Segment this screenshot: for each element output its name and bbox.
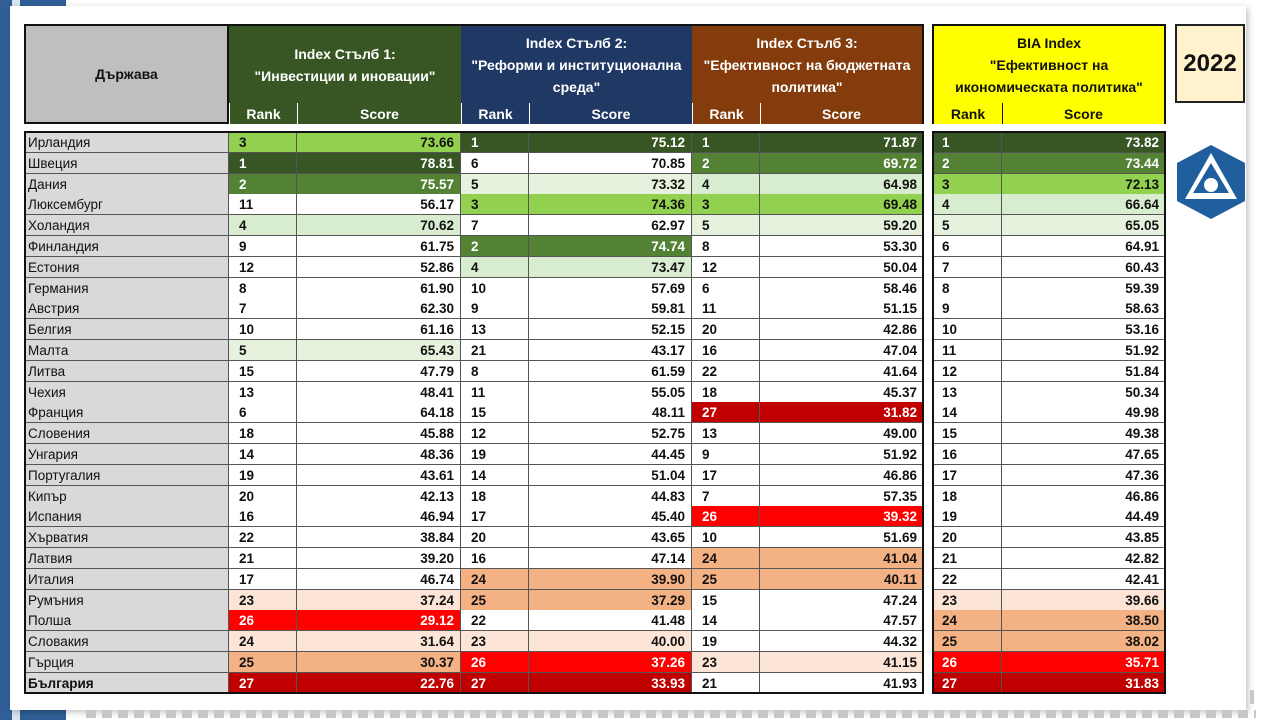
p3-score-cell: 41.93 [760,673,924,694]
p3-rank-cell: 24 [692,548,760,569]
p1-rank-header: Rank [229,103,297,124]
p3-score-cell: 41.04 [760,548,924,569]
bia-rank-cell: 4 [932,194,1002,215]
p1-score-cell: 45.88 [297,423,461,444]
bia-rank-cell: 14 [932,402,1002,423]
p2-rank-cell: 25 [461,590,529,611]
p1-rank-cell: 18 [229,423,297,444]
p1-rank-cell: 25 [229,652,297,673]
pillar1-header: Index Стълб 1: "Инвестиции и иновации" [229,24,461,103]
p1-rank-cell: 1 [229,153,297,174]
country-cell: Хърватия [24,527,229,548]
p3-score-cell: 59.20 [760,215,924,236]
p3-rank-cell: 16 [692,340,760,361]
p2-score-cell: 51.04 [529,465,692,486]
p3-rank-cell: 3 [692,194,760,215]
p1-score-cell: 61.90 [297,278,461,299]
pillar2-header: Index Стълб 2: "Реформи и институционална среда" [461,24,692,103]
p1-rank-cell: 7 [229,298,297,319]
p1-rank-cell: 27 [229,673,297,694]
p3-score-cell: 46.86 [760,465,924,486]
bia-score-cell: 51.84 [1002,361,1166,382]
bia-rank-cell: 2 [932,153,1002,174]
p2-score-cell: 59.81 [529,298,692,319]
p1-score-cell: 48.41 [297,382,461,403]
p3-score-cell: 57.35 [760,486,924,507]
p2-score-cell: 43.65 [529,527,692,548]
p2-rank-cell: 17 [461,506,529,527]
bia-score-cell: 73.44 [1002,153,1166,174]
p2-rank-cell: 27 [461,673,529,694]
p2-score-cell: 47.14 [529,548,692,569]
p3-rank-cell: 21 [692,673,760,694]
p1-score-cell: 31.64 [297,631,461,652]
p3-score-cell: 45.37 [760,382,924,403]
p2-score-cell: 44.83 [529,486,692,507]
p3-rank-cell: 7 [692,486,760,507]
country-cell: Ирландия [24,132,229,153]
p1-rank-cell: 5 [229,340,297,361]
p3-rank-cell: 14 [692,610,760,631]
p1-score-cell: 52.86 [297,257,461,278]
country-cell: Швеция [24,153,229,174]
p2-rank-cell: 10 [461,278,529,299]
country-header: Държава [24,24,229,124]
country-cell: Дания [24,174,229,195]
p1-score-cell: 73.66 [297,132,461,153]
p2-rank-cell: 2 [461,236,529,257]
country-cell: Естония [24,257,229,278]
p1-score-cell: 61.75 [297,236,461,257]
p2-score-cell: 33.93 [529,673,692,694]
p2-rank-cell: 19 [461,444,529,465]
p3-score-cell: 53.30 [760,236,924,257]
bia-rank-cell: 7 [932,257,1002,278]
country-cell: Малта [24,340,229,361]
country-cell: Кипър [24,486,229,507]
p2-rank-header: Rank [461,103,529,124]
p3-rank-cell: 25 [692,569,760,590]
p3-rank-cell: 15 [692,590,760,611]
bia-score-cell: 66.64 [1002,194,1166,215]
p1-rank-cell: 19 [229,465,297,486]
p1-score-cell: 65.43 [297,340,461,361]
p2-score-cell: 52.15 [529,319,692,340]
p2-score-cell: 37.29 [529,590,692,611]
bia-score-cell: 43.85 [1002,527,1166,548]
bia-score-cell: 42.41 [1002,569,1166,590]
p3-rank-cell: 17 [692,465,760,486]
bia-rank-cell: 24 [932,610,1002,631]
p1-score-cell: 39.20 [297,548,461,569]
p3-rank-cell: 8 [692,236,760,257]
p2-score-cell: 70.85 [529,153,692,174]
p2-score-cell: 61.59 [529,361,692,382]
p1-rank-cell: 20 [229,486,297,507]
p3-rank-cell: 22 [692,361,760,382]
country-cell: Люксембург [24,194,229,215]
bia-score-cell: 65.05 [1002,215,1166,236]
p1-rank-cell: 6 [229,402,297,423]
p1-rank-cell: 16 [229,506,297,527]
bia-score-cell: 64.91 [1002,236,1166,257]
p1-score-cell: 42.13 [297,486,461,507]
p3-score-cell: 47.04 [760,340,924,361]
p2-score-cell: 44.45 [529,444,692,465]
country-cell: Унгария [24,444,229,465]
p1-score-cell: 37.24 [297,590,461,611]
p1-rank-cell: 4 [229,215,297,236]
country-cell: Полша [24,610,229,631]
bia-rank-cell: 18 [932,486,1002,507]
p3-score-cell: 39.32 [760,506,924,527]
p3-rank-cell: 18 [692,382,760,403]
p3-score-cell: 49.00 [760,423,924,444]
p1-rank-cell: 10 [229,319,297,340]
bia-rank-cell: 25 [932,631,1002,652]
p1-score-cell: 38.84 [297,527,461,548]
p3-rank-cell: 26 [692,506,760,527]
p3-score-cell: 40.11 [760,569,924,590]
bia-score-cell: 35.71 [1002,652,1166,673]
p2-rank-cell: 24 [461,569,529,590]
p3-rank-cell: 2 [692,153,760,174]
country-cell: Словения [24,423,229,444]
p3-score-cell: 50.04 [760,257,924,278]
p2-rank-cell: 15 [461,402,529,423]
p1-rank-cell: 15 [229,361,297,382]
p3-rank-cell: 19 [692,631,760,652]
bia-rank-cell: 16 [932,444,1002,465]
p1-rank-cell: 14 [229,444,297,465]
bia-score-cell: 60.43 [1002,257,1166,278]
bia-score-cell: 49.98 [1002,402,1166,423]
p1-score-cell: 46.74 [297,569,461,590]
p1-score-cell: 48.36 [297,444,461,465]
country-cell: Словакия [24,631,229,652]
country-cell: България [24,673,229,694]
bia-score-cell: 50.34 [1002,382,1166,403]
country-cell: Белгия [24,319,229,340]
p2-score-cell: 39.90 [529,569,692,590]
bia-score-cell: 38.02 [1002,631,1166,652]
year-badge: 2022 [1175,24,1245,103]
p2-score-cell: 37.26 [529,652,692,673]
bia-score-cell: 51.92 [1002,340,1166,361]
bia-rank-cell: 9 [932,298,1002,319]
p3-rank-cell: 4 [692,174,760,195]
country-cell: Португалия [24,465,229,486]
bia-rank-cell: 27 [932,673,1002,694]
p1-score-cell: 47.79 [297,361,461,382]
p3-rank-cell: 11 [692,298,760,319]
p3-score-cell: 31.82 [760,402,924,423]
p2-rank-cell: 7 [461,215,529,236]
bia-rank-cell: 10 [932,319,1002,340]
p2-rank-cell: 9 [461,298,529,319]
p2-score-cell: 74.36 [529,194,692,215]
p2-rank-cell: 20 [461,527,529,548]
bia-score-cell: 47.36 [1002,465,1166,486]
p1-score-cell: 70.62 [297,215,461,236]
p1-score-cell: 61.16 [297,319,461,340]
bia-score-cell: 42.82 [1002,548,1166,569]
p2-rank-cell: 13 [461,319,529,340]
p2-rank-cell: 12 [461,423,529,444]
bia-rank-cell: 15 [932,423,1002,444]
p3-score-cell: 41.64 [760,361,924,382]
p1-rank-cell: 22 [229,527,297,548]
p1-score-cell: 22.76 [297,673,461,694]
country-cell: Австрия [24,298,229,319]
p2-score-cell: 62.97 [529,215,692,236]
p2-rank-cell: 3 [461,194,529,215]
bia-rank-cell: 22 [932,569,1002,590]
bia-score-cell: 47.65 [1002,444,1166,465]
p2-rank-cell: 1 [461,132,529,153]
p1-score-cell: 43.61 [297,465,461,486]
p1-rank-cell: 21 [229,548,297,569]
p2-score-cell: 40.00 [529,631,692,652]
p2-score-cell: 48.11 [529,402,692,423]
p3-score-header: Score [760,103,924,124]
p1-rank-cell: 2 [229,174,297,195]
p3-rank-cell: 1 [692,132,760,153]
p3-rank-cell: 10 [692,527,760,548]
p2-rank-cell: 8 [461,361,529,382]
p3-score-cell: 47.24 [760,590,924,611]
p2-rank-cell: 16 [461,548,529,569]
p1-score-cell: 75.57 [297,174,461,195]
bia-score-cell: 53.16 [1002,319,1166,340]
bia-score-cell: 39.66 [1002,590,1166,611]
bia-rank-cell: 1 [932,132,1002,153]
country-cell: Италия [24,569,229,590]
bia-rank-cell: 8 [932,278,1002,299]
p3-rank-cell: 9 [692,444,760,465]
bia-score-cell: 46.86 [1002,486,1166,507]
p1-rank-cell: 3 [229,132,297,153]
bia-rank-cell: 20 [932,527,1002,548]
bia-score-cell: 59.39 [1002,278,1166,299]
country-cell: Холандия [24,215,229,236]
p3-rank-cell: 5 [692,215,760,236]
p1-rank-cell: 26 [229,610,297,631]
bia-rank-cell: 23 [932,590,1002,611]
p1-rank-cell: 9 [229,236,297,257]
p2-score-cell: 41.48 [529,610,692,631]
p3-score-cell: 71.87 [760,132,924,153]
p2-rank-cell: 21 [461,340,529,361]
p1-score-cell: 29.12 [297,610,461,631]
p2-rank-cell: 22 [461,610,529,631]
p3-score-cell: 58.46 [760,278,924,299]
bia-header: BIA Index "Ефективност на икономическата политика" [932,24,1166,103]
bia-rank-cell: 5 [932,215,1002,236]
bia-score-header: Score [1002,103,1166,124]
p3-rank-header: Rank [692,103,760,124]
bia-score-cell: 38.50 [1002,610,1166,631]
p3-rank-cell: 27 [692,402,760,423]
country-cell: Румъния [24,590,229,611]
country-cell: Литва [24,361,229,382]
p2-score-cell: 75.12 [529,132,692,153]
p1-score-cell: 78.81 [297,153,461,174]
p3-score-cell: 64.98 [760,174,924,195]
bia-rank-cell: 21 [932,548,1002,569]
p1-score-cell: 64.18 [297,402,461,423]
p1-rank-cell: 24 [229,631,297,652]
bia-rank-header: Rank [932,103,1002,124]
p1-score-cell: 62.30 [297,298,461,319]
bia-rank-cell: 11 [932,340,1002,361]
p1-score-header: Score [297,103,461,124]
p3-score-cell: 42.86 [760,319,924,340]
bia-rank-cell: 3 [932,174,1002,195]
bia-score-cell: 73.82 [1002,132,1166,153]
bia-logo-icon [1175,143,1247,221]
bia-score-cell: 44.49 [1002,506,1166,527]
p3-rank-cell: 23 [692,652,760,673]
p3-score-cell: 69.72 [760,153,924,174]
p2-rank-cell: 6 [461,153,529,174]
bia-rank-cell: 6 [932,236,1002,257]
p3-rank-cell: 6 [692,278,760,299]
p2-score-cell: 74.74 [529,236,692,257]
pillar3-header: Index Стълб 3: "Ефективност на бюджетната политика" [692,24,924,103]
p3-rank-cell: 12 [692,257,760,278]
p3-score-cell: 51.92 [760,444,924,465]
p2-score-cell: 73.32 [529,174,692,195]
p2-score-cell: 43.17 [529,340,692,361]
p2-score-cell: 45.40 [529,506,692,527]
p2-rank-cell: 18 [461,486,529,507]
p1-rank-cell: 11 [229,194,297,215]
p2-rank-cell: 5 [461,174,529,195]
p2-score-cell: 57.69 [529,278,692,299]
p3-score-cell: 51.69 [760,527,924,548]
country-cell: Франция [24,402,229,423]
country-cell: Германия [24,278,229,299]
country-cell: Испания [24,506,229,527]
country-cell: Гърция [24,652,229,673]
bottom-dash-decoration [86,710,1256,718]
p1-rank-cell: 17 [229,569,297,590]
country-cell: Латвия [24,548,229,569]
bia-score-cell: 72.13 [1002,174,1166,195]
p3-score-cell: 69.48 [760,194,924,215]
bia-score-cell: 31.83 [1002,673,1166,694]
p1-rank-cell: 8 [229,278,297,299]
bia-score-cell: 49.38 [1002,423,1166,444]
p1-score-cell: 46.94 [297,506,461,527]
p3-score-cell: 47.57 [760,610,924,631]
bia-rank-cell: 13 [932,382,1002,403]
bia-rank-cell: 17 [932,465,1002,486]
p2-rank-cell: 4 [461,257,529,278]
p3-rank-cell: 20 [692,319,760,340]
p3-rank-cell: 13 [692,423,760,444]
p3-score-cell: 44.32 [760,631,924,652]
bia-rank-cell: 19 [932,506,1002,527]
p1-rank-cell: 23 [229,590,297,611]
p2-score-cell: 55.05 [529,382,692,403]
p1-rank-cell: 12 [229,257,297,278]
p2-score-cell: 52.75 [529,423,692,444]
p2-score-cell: 73.47 [529,257,692,278]
p2-score-header: Score [529,103,692,124]
p2-rank-cell: 14 [461,465,529,486]
p1-score-cell: 56.17 [297,194,461,215]
country-cell: Финландия [24,236,229,257]
bia-rank-cell: 12 [932,361,1002,382]
p1-score-cell: 30.37 [297,652,461,673]
p3-score-cell: 51.15 [760,298,924,319]
bia-score-cell: 58.63 [1002,298,1166,319]
p3-score-cell: 41.15 [760,652,924,673]
p2-rank-cell: 11 [461,382,529,403]
p1-rank-cell: 13 [229,382,297,403]
p2-rank-cell: 26 [461,652,529,673]
bia-rank-cell: 26 [932,652,1002,673]
country-cell: Чехия [24,382,229,403]
p2-rank-cell: 23 [461,631,529,652]
